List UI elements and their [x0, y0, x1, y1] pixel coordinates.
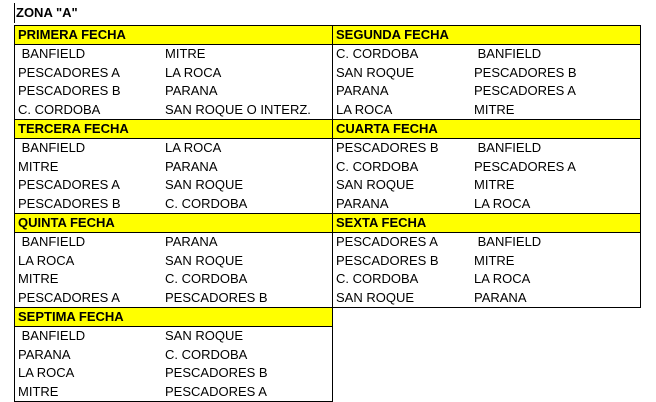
home-team: C. CORDOBA: [336, 158, 419, 174]
home-team: PARANA: [336, 83, 389, 98]
away-team: SAN ROQUE: [165, 252, 244, 268]
match-row: [333, 233, 640, 252]
home-team: BANFIELD: [18, 140, 86, 155]
match-row: [333, 101, 640, 120]
section-header: SEPTIMA FECHA: [15, 308, 332, 327]
away-team: MITRE: [165, 46, 206, 61]
match-row: [333, 45, 640, 64]
away-team: SAN ROQUE O INTERZ.: [165, 101, 311, 117]
home-team: C. CORDOBA: [336, 271, 419, 286]
away-team: LA ROCA: [165, 64, 222, 80]
home-team: BANFIELD: [18, 328, 86, 343]
away-team: C. CORDOBA: [165, 271, 248, 286]
section-header: CUARTA FECHA: [333, 120, 640, 139]
home-team: SAN ROQUE: [336, 177, 415, 192]
away-team: PESCADORES A: [474, 83, 576, 98]
match-row: [15, 383, 332, 402]
match-row: [15, 176, 332, 195]
away-team: LA ROCA: [474, 271, 531, 286]
match-row: [15, 364, 332, 383]
home-team: PESCADORES A: [18, 64, 120, 80]
match-row: [15, 346, 332, 365]
section-header: TERCERA FECHA: [15, 120, 332, 139]
match-row: [15, 252, 332, 271]
away-team: PESCADORES B: [165, 289, 268, 305]
match-row: [333, 139, 640, 158]
away-team: SAN ROQUE: [165, 177, 244, 192]
match-row: [15, 233, 332, 252]
section-header: SEXTA FECHA: [333, 214, 640, 233]
match-row: [15, 82, 332, 101]
home-team: PESCADORES B: [18, 83, 121, 98]
match-row: [333, 252, 640, 271]
home-team: LA ROCA: [336, 101, 393, 117]
match-row: [15, 45, 332, 64]
home-team: PESCADORES A: [18, 289, 120, 305]
match-row: [333, 176, 640, 195]
away-team: C. CORDOBA: [165, 195, 248, 211]
away-team: LA ROCA: [474, 195, 531, 211]
section-cuarta-fecha: [333, 120, 641, 214]
home-team: BANFIELD: [18, 46, 86, 61]
match-row: [15, 158, 332, 177]
section-header: SEGUNDA FECHA: [333, 26, 640, 45]
match-row: [333, 64, 640, 83]
match-row: [15, 289, 332, 308]
away-team: PARANA: [474, 289, 527, 305]
match-row: [333, 289, 640, 308]
match-row: [15, 327, 332, 346]
match-row: [333, 158, 640, 177]
away-team: PESCADORES B: [474, 64, 577, 80]
away-team: MITRE: [474, 177, 515, 192]
away-team: LA ROCA: [165, 140, 222, 155]
away-team: PARANA: [165, 158, 218, 174]
away-team: MITRE: [474, 101, 515, 117]
match-row: [333, 82, 640, 101]
section-tercera-fecha: [15, 120, 333, 214]
section-header: PRIMERA FECHA: [15, 26, 332, 45]
home-team: SAN ROQUE: [336, 64, 415, 80]
section-septima-fecha: [15, 308, 333, 402]
home-team: MITRE: [18, 383, 59, 399]
match-row: [333, 195, 640, 214]
home-team: PESCADORES B: [18, 195, 121, 211]
match-row: [333, 270, 640, 289]
section-sexta-fecha: [333, 214, 641, 308]
away-team: SAN ROQUE: [165, 328, 244, 343]
home-team: SAN ROQUE: [336, 289, 415, 305]
home-team: PESCADORES A: [336, 234, 438, 249]
home-team: C. CORDOBA: [18, 101, 101, 117]
away-team: PARANA: [165, 234, 218, 249]
away-team: BANFIELD: [474, 140, 542, 155]
home-team: MITRE: [18, 271, 59, 286]
home-team: MITRE: [18, 158, 59, 174]
home-team: LA ROCA: [18, 252, 75, 268]
fixture-table: [14, 25, 641, 402]
home-team: PESCADORES B: [336, 252, 439, 268]
section-segunda-fecha: [333, 26, 641, 120]
away-team: BANFIELD: [474, 46, 542, 61]
home-team: PESCADORES A: [18, 177, 120, 192]
cell-gridline: [14, 3, 15, 23]
home-team: PESCADORES B: [336, 140, 439, 155]
away-team: PESCADORES A: [474, 158, 576, 174]
home-team: LA ROCA: [18, 365, 75, 380]
zone-title: ZONA "A": [16, 5, 78, 20]
away-team: C. CORDOBA: [165, 346, 248, 362]
away-team: PESCADORES A: [165, 383, 267, 399]
away-team: PESCADORES B: [165, 365, 268, 380]
match-row: [15, 195, 332, 214]
home-team: PARANA: [336, 195, 389, 211]
match-row: [15, 101, 332, 120]
home-team: C. CORDOBA: [336, 46, 419, 61]
away-team: MITRE: [474, 252, 515, 268]
away-team: BANFIELD: [474, 234, 542, 249]
section-header: QUINTA FECHA: [15, 214, 332, 233]
home-team: PARANA: [18, 346, 71, 362]
match-row: [15, 64, 332, 83]
away-team: PARANA: [165, 83, 218, 98]
home-team: BANFIELD: [18, 234, 86, 249]
match-row: [15, 139, 332, 158]
section-primera-fecha: [15, 26, 333, 120]
section-quinta-fecha: [15, 214, 333, 308]
match-row: [15, 270, 332, 289]
